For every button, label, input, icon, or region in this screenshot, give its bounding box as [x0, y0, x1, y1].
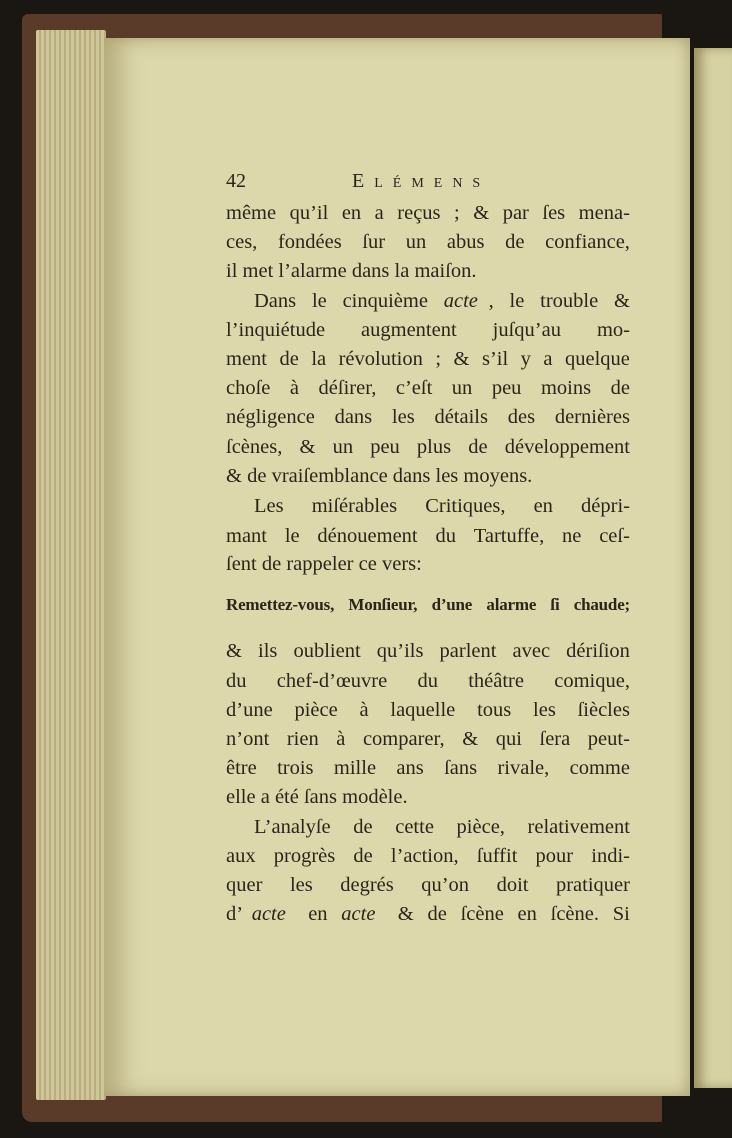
word: ceſ-: [599, 525, 630, 547]
word: l’action,: [390, 845, 464, 867]
word: aux: [226, 845, 261, 867]
word: ſuffit: [476, 845, 523, 867]
word: chaude;: [573, 595, 630, 614]
word: révolution: [338, 348, 428, 370]
word: même: [226, 202, 282, 224]
word: tous: [477, 699, 517, 721]
word: n’ont: [226, 728, 275, 750]
word: qu’on: [421, 874, 475, 896]
word: ;: [435, 348, 447, 370]
word: un: [405, 231, 432, 253]
word: de: [247, 465, 272, 487]
word: ne: [562, 525, 587, 547]
word: pièce: [294, 699, 343, 721]
word: s’il: [481, 348, 514, 370]
word: peut-: [587, 728, 630, 750]
running-title: Elémens: [352, 170, 491, 192]
word: de: [279, 348, 304, 370]
word: du: [226, 670, 252, 692]
word: dans: [351, 260, 395, 282]
word: Monſieur,: [348, 595, 422, 614]
word: rappeler: [286, 553, 359, 575]
word: a: [260, 786, 275, 808]
word: être: [226, 757, 262, 779]
word: négligence: [226, 406, 320, 428]
text-line: [226, 346, 630, 372]
word: dénouement: [317, 525, 423, 547]
word: ſans: [444, 757, 483, 779]
word: l’alarme: [278, 260, 352, 282]
word: mo-: [596, 319, 630, 341]
word: détails: [434, 406, 494, 428]
word: Tartuffe,: [473, 525, 550, 547]
text-line: [226, 523, 630, 549]
text-line: [226, 463, 630, 489]
word: peu: [491, 377, 527, 399]
word: laquelle: [390, 699, 461, 721]
word: ce: [358, 553, 382, 575]
facing-page-edge: [694, 48, 732, 1088]
running-header: [226, 170, 630, 196]
word: cette: [395, 816, 440, 838]
text-line: [226, 375, 630, 401]
text-line: [226, 317, 630, 343]
word: dériſion: [566, 640, 630, 662]
word: augmentent: [361, 319, 462, 341]
word: vers:: [381, 553, 422, 575]
word: comique,: [554, 670, 630, 692]
word: ſes: [542, 202, 571, 224]
word: rivale,: [497, 757, 555, 779]
word: de: [261, 553, 287, 575]
word: c’eſt: [395, 377, 438, 399]
word: un: [451, 377, 478, 399]
word: ſans: [303, 786, 343, 808]
word: par: [502, 202, 535, 224]
word: Les: [254, 495, 289, 517]
word: &: [462, 728, 484, 750]
word: du: [435, 525, 462, 547]
word: de: [468, 436, 493, 458]
word: l’inquiétude: [226, 319, 331, 341]
word: cinquième: [342, 290, 434, 312]
text-line: [226, 434, 630, 460]
italic-word: acte: [251, 903, 286, 925]
word: chef-d’œuvre: [276, 670, 393, 692]
word: le: [311, 290, 332, 312]
word: de: [353, 845, 378, 867]
text-line: [226, 551, 630, 577]
text-line: [226, 404, 630, 430]
word: qu’ils: [376, 640, 429, 662]
word: de: [610, 377, 630, 399]
word: ;: [454, 202, 465, 224]
word: ſcène: [460, 903, 509, 925]
word: dernières: [554, 406, 630, 428]
word: modèle.: [342, 786, 408, 808]
word: &: [614, 290, 630, 312]
word: indi-: [591, 845, 630, 867]
word: des: [507, 406, 541, 428]
word: ils: [258, 640, 283, 662]
word: de: [505, 231, 530, 253]
page-number: 42: [226, 170, 246, 192]
word: d’: [226, 903, 244, 925]
word: de: [353, 816, 378, 838]
word: maiſon.: [414, 260, 477, 282]
text-line: [226, 288, 630, 314]
text-line: [226, 493, 630, 519]
text-line: [226, 872, 630, 898]
page-edges: [36, 30, 106, 1100]
word: les: [533, 699, 561, 721]
word: comme: [569, 757, 630, 779]
word: a: [374, 202, 389, 224]
word: trois: [277, 757, 319, 779]
word: dans: [392, 465, 436, 487]
word: ces,: [226, 231, 263, 253]
word: reçus: [397, 202, 446, 224]
word: a: [543, 348, 558, 370]
word: il: [226, 260, 243, 282]
word: quelque: [565, 348, 630, 370]
text-line: [226, 638, 630, 664]
word: ans: [396, 757, 429, 779]
word: en: [341, 202, 367, 224]
word: &: [397, 903, 419, 925]
word: déſirer,: [318, 377, 382, 399]
word: ſur: [362, 231, 391, 253]
word: les: [435, 465, 464, 487]
word: Dans: [254, 290, 302, 312]
word: ,: [488, 290, 499, 312]
text-line: [226, 668, 630, 694]
word: ſent: [226, 553, 262, 575]
word: doit: [496, 874, 534, 896]
word: à: [289, 377, 305, 399]
text-line: [226, 843, 630, 869]
word: elle: [226, 786, 261, 808]
word: ſiècles: [577, 699, 630, 721]
word: confiance,: [545, 231, 630, 253]
word: le: [284, 525, 305, 547]
word: pour: [535, 845, 579, 867]
word: ſera: [539, 728, 576, 750]
word: [384, 901, 389, 927]
word: d’une: [226, 699, 278, 721]
text-line: [226, 784, 630, 810]
word: fondées: [277, 231, 347, 253]
word: degrés: [340, 874, 399, 896]
word: juſqu’au: [492, 319, 567, 341]
verse-quote: [226, 592, 630, 618]
word: dépri-: [581, 495, 630, 517]
word: en: [308, 903, 333, 925]
word: ſcène.: [550, 903, 605, 925]
word: [294, 901, 299, 927]
word: peu: [370, 436, 405, 458]
word: avec: [512, 640, 556, 662]
word: met: [242, 260, 279, 282]
word: Si: [612, 903, 630, 925]
word: dans: [334, 406, 378, 428]
word: pratiquer: [555, 874, 630, 896]
italic-word: acte: [443, 290, 478, 312]
text-line: [226, 726, 630, 752]
word: Critiques,: [425, 495, 511, 517]
word: miſérables: [311, 495, 403, 517]
word: Remettez-vous,: [226, 595, 339, 614]
word: moins: [540, 377, 597, 399]
word: pièce,: [456, 816, 511, 838]
word: du: [417, 670, 444, 692]
word: moyens.: [463, 465, 533, 487]
word: &: [226, 465, 248, 487]
word: mant: [226, 525, 273, 547]
word: abus: [446, 231, 490, 253]
word: ment: [226, 348, 273, 370]
word: d’une: [431, 595, 477, 614]
word: plus: [416, 436, 457, 458]
word: parlent: [439, 640, 502, 662]
word: mena-: [578, 202, 630, 224]
word: développement: [504, 436, 630, 458]
word: le: [509, 290, 530, 312]
word: comparer,: [362, 728, 450, 750]
word: de: [427, 903, 452, 925]
text-line: [226, 697, 630, 723]
word: vraiſemblance: [271, 465, 393, 487]
word: en: [533, 495, 559, 517]
word: ſi: [550, 595, 564, 614]
text-line: [226, 200, 630, 226]
word: oublient: [293, 640, 366, 662]
word: ſcènes,: [226, 436, 288, 458]
word: relativement: [527, 816, 630, 838]
word: y: [520, 348, 537, 370]
text-line: [226, 755, 630, 781]
word: à: [359, 699, 374, 721]
word: les: [289, 874, 318, 896]
word: la: [394, 260, 415, 282]
word: quer: [226, 874, 268, 896]
word: qu’il: [289, 202, 334, 224]
word: mille: [333, 757, 382, 779]
text-line: [226, 258, 630, 284]
word: &: [226, 640, 248, 662]
italic-word: acte: [341, 903, 376, 925]
word: été: [274, 786, 304, 808]
text-line: [226, 901, 630, 927]
word: rien: [286, 728, 324, 750]
word: &: [453, 348, 475, 370]
text-line: [226, 814, 630, 840]
word: L’analyſe: [254, 816, 336, 838]
word: qui: [495, 728, 528, 750]
word: les: [391, 406, 420, 428]
word: théâtre: [468, 670, 530, 692]
word: &: [299, 436, 321, 458]
word: alarme: [486, 595, 541, 614]
word: la: [311, 348, 332, 370]
text-line: [226, 229, 630, 255]
word: progrès: [273, 845, 341, 867]
word: choſe: [226, 377, 276, 399]
word: trouble: [540, 290, 604, 312]
word: en: [517, 903, 543, 925]
word: à: [336, 728, 351, 750]
word: &: [473, 202, 495, 224]
word: un: [332, 436, 359, 458]
